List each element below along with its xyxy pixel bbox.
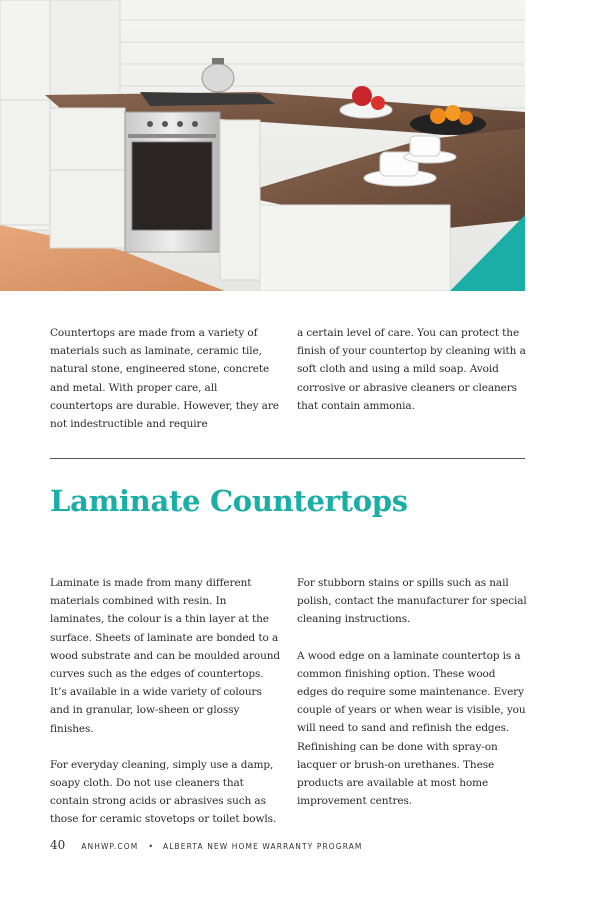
body-column-right [297,574,529,810]
body-paragraph: Laminate is made from many different materials combined with resin. In laminates, the colour is a thin layer at the surface. Sheets of laminate are bonded to a wood substrate and can be moulded around curves such as the edges of countertops. It’s available in a wide variety of colours and in granular, low-sheen or glossy finishes. [50,577,281,735]
section-divider [50,458,525,459]
kitchen-photo [0,0,525,291]
body-column-left [50,574,282,829]
intro-text-left [50,324,280,433]
body-paragraph: For stubborn stains or spills such as nail polish, contact the manufacturer for special cleaning instructions. [297,577,527,626]
footer-separator: • [148,842,154,851]
kitchen-illustration [0,0,525,291]
footer-url-link[interactable]: ANHWP.COM [81,842,139,851]
body-paragraph: A wood edge on a laminate countertop is a common finishing option. These wood edges do require some maintenance. Every couple of years or when wear is visible, you will need to sand and refinish the edges. Refinishing can be done with spray-on lacquer or brush-on urethanes. These products are available at most home improvement centres. [297,649,526,808]
page-footer [50,838,363,852]
intro-paragraph-left: Countertops are made from a variety of materials such as laminate, ceramic tile, natural stone, engineered stone, concrete and metal. With proper care, all countertops are durable. However, they are not indestructible and require [50,327,279,431]
section-title: Laminate Countertops [50,484,408,518]
page-number: 40 [50,838,66,852]
footer-organization: ALBERTA NEW HOME WARRANTY PROGRAM [163,842,363,851]
body-paragraph: For everyday cleaning, simply use a damp, soapy cloth. Do not use cleaners that contain strong acids or abrasives such as those for ceramic stovetops or toilet bowls. [50,758,277,826]
intro-text-right [297,324,529,415]
intro-paragraph-right: a certain level of care. You can protect the finish of your countertop by cleaning with a soft cloth and using a mild soap. Avoid corrosive or abrasive cleaners or cleaners that contain ammonia. [297,327,526,412]
